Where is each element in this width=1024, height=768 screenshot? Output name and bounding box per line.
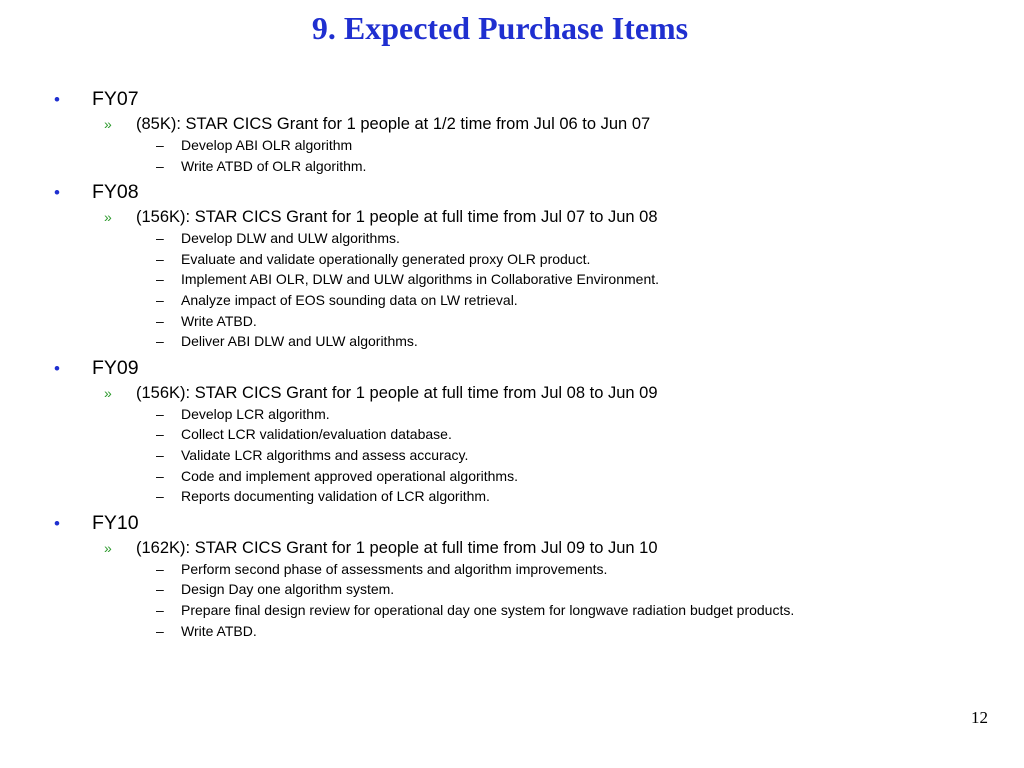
- bullet-dash-icon: –: [156, 426, 164, 443]
- task-text: Reports documenting validation of LCR algorithm.: [181, 488, 490, 505]
- task-text: Develop LCR algorithm.: [181, 405, 330, 422]
- section-fy09: [52, 355, 1002, 507]
- task-item: [52, 156, 1002, 177]
- bullet-dash-icon: –: [156, 333, 164, 350]
- task-text: Develop DLW and ULW algorithms.: [181, 230, 400, 247]
- task-item: [52, 486, 1002, 507]
- slide-title: 9. Expected Purchase Items: [311, 10, 689, 46]
- task-text: Develop ABI OLR algorithm: [181, 137, 353, 153]
- bullet-dash-icon: –: [156, 405, 164, 422]
- task-text: Analyze impact of EOS sounding data on LW retrieval.: [181, 291, 518, 308]
- bullet-dash-icon: –: [156, 271, 164, 288]
- task-text: Implement ABI OLR, DLW and ULW algorithms in Collaborative Environment.: [181, 271, 660, 288]
- section-label: FY09: [92, 356, 139, 379]
- grant-text: (85K): STAR CICS Grant for 1 people at 1/2 time from Jul 06 to Jun 07: [136, 115, 651, 133]
- bullet-chevron-icon: »: [104, 116, 112, 132]
- task-item: [52, 600, 1002, 621]
- bullet-dash-icon: –: [156, 601, 164, 618]
- task-text: Deliver ABI DLW and ULW algorithms.: [181, 333, 418, 350]
- section-heading: [52, 86, 1002, 113]
- page-number: 12: [971, 708, 988, 727]
- bullet-dash-icon: –: [156, 446, 164, 463]
- task-item: [52, 621, 1002, 642]
- task-item: [52, 579, 1002, 600]
- section-heading: [52, 510, 1002, 537]
- bullet-dot-icon: •: [54, 513, 60, 533]
- section-fy08: [52, 179, 1002, 352]
- section-heading: [52, 355, 1002, 382]
- grant-text: (162K): STAR CICS Grant for 1 people at full time from Jul 09 to Jun 10: [136, 538, 658, 557]
- task-text: Prepare final design review for operational day one system for longwave radiation budget products.: [181, 601, 795, 618]
- bullet-dash-icon: –: [156, 581, 164, 598]
- task-text: Collect LCR validation/evaluation database.: [181, 426, 452, 443]
- task-text: Validate LCR algorithms and assess accuracy.: [181, 446, 469, 463]
- section-label: FY10: [92, 511, 139, 534]
- section-label: FY07: [92, 88, 139, 110]
- bullet-dash-icon: –: [156, 622, 164, 639]
- task-text: Write ATBD of OLR algorithm.: [181, 157, 367, 174]
- task-text: Write ATBD.: [181, 312, 257, 329]
- slide-content: [52, 86, 1002, 641]
- task-item: [52, 404, 1002, 425]
- bullet-chevron-icon: »: [104, 539, 112, 556]
- task-text: Perform second phase of assessments and algorithm improvements.: [181, 560, 608, 577]
- task-item: [52, 445, 1002, 466]
- bullet-dot-icon: •: [54, 358, 60, 378]
- bullet-chevron-icon: »: [104, 209, 112, 226]
- task-item: [52, 331, 1002, 352]
- grant-text: (156K): STAR CICS Grant for 1 people at full time from Jul 08 to Jun 09: [136, 383, 658, 402]
- task-item: [52, 135, 1002, 156]
- bullet-dot-icon: •: [54, 90, 60, 109]
- bullet-dash-icon: –: [156, 157, 164, 174]
- bullet-chevron-icon: »: [104, 384, 112, 401]
- task-item: [52, 466, 1002, 487]
- grant-line: [52, 206, 1002, 228]
- grant-text: (156K): STAR CICS Grant for 1 people at full time from Jul 07 to Jun 08: [136, 208, 658, 227]
- grant-line: [52, 382, 1002, 404]
- task-text: Write ATBD.: [181, 622, 257, 639]
- bullet-dash-icon: –: [156, 467, 164, 484]
- bullet-dash-icon: –: [156, 250, 164, 267]
- task-item: [52, 424, 1002, 445]
- task-item: [52, 249, 1002, 270]
- task-text: Code and implement approved operational algorithms.: [181, 467, 518, 484]
- task-item: [52, 311, 1002, 332]
- task-text: Design Day one algorithm system.: [181, 581, 395, 598]
- bullet-dash-icon: –: [156, 137, 164, 153]
- section-heading: [52, 179, 1002, 206]
- section-fy10: [52, 510, 1002, 641]
- bullet-dash-icon: –: [156, 291, 164, 308]
- section-label: FY08: [92, 181, 139, 204]
- bullet-dash-icon: –: [156, 312, 164, 329]
- bullet-dash-icon: –: [156, 230, 164, 247]
- bullet-dot-icon: •: [54, 183, 60, 203]
- task-item: [52, 290, 1002, 311]
- grant-line: [52, 113, 1002, 135]
- task-item: [52, 269, 1002, 290]
- task-item: [52, 559, 1002, 580]
- bullet-dash-icon: –: [156, 488, 164, 505]
- grant-line: [52, 537, 1002, 559]
- task-text: Evaluate and validate operationally generated proxy OLR product.: [181, 250, 591, 267]
- bullet-dash-icon: –: [156, 560, 164, 577]
- task-item: [52, 228, 1002, 249]
- section-fy07: [52, 86, 1002, 176]
